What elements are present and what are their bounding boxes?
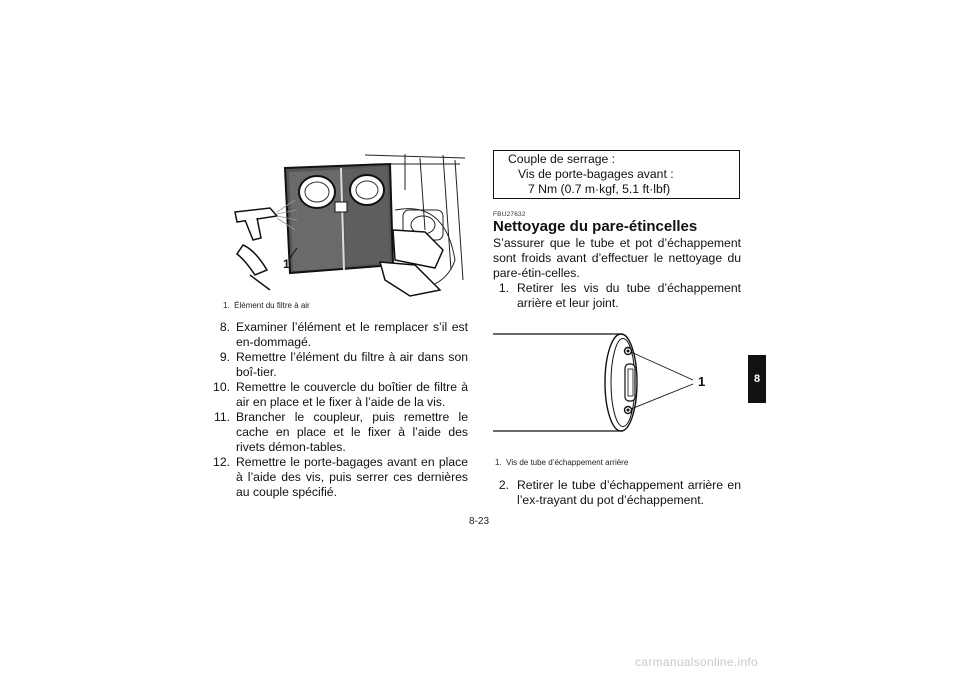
- step-number: 2.: [498, 478, 509, 492]
- figure2-callout: 1: [698, 374, 706, 389]
- torque-spec-box: [493, 150, 740, 199]
- figure1-caption: [223, 301, 310, 311]
- spark-step-2: [493, 478, 741, 508]
- step-text: Brancher le coupleur, puis remettre le cache en place et le fixer à l’aide des rivets démon-tables.: [236, 410, 468, 454]
- step-number: 11.: [213, 410, 230, 424]
- figure1-caption-num: 1.: [223, 301, 230, 310]
- figure1-caption-text: Élément du filtre à air: [234, 301, 310, 310]
- exhaust-tube-illustration: [493, 328, 743, 438]
- step-8: [206, 320, 468, 350]
- section-code: FBU27632: [493, 211, 526, 218]
- step-number: 9.: [219, 350, 230, 364]
- air-filter-illustration: [215, 150, 475, 300]
- step-number: 1.: [498, 281, 509, 295]
- step-text: Retirer les vis du tube d’échappement arrière et leur joint.: [517, 281, 741, 310]
- torque-item: Vis de porte-bagages avant :: [518, 167, 674, 181]
- chapter-tab: 8: [748, 355, 766, 403]
- figure1-callout: 1: [283, 257, 290, 271]
- step-9: [206, 350, 468, 380]
- step-text: Remettre le couvercle du boîtier de filtre à air en place et le fixer à l’aide de la vis.: [236, 380, 468, 409]
- footer-watermark[interactable]: carmanualsonline.info: [635, 655, 759, 669]
- page-number: 8-23: [469, 516, 490, 527]
- figure2-caption-num: 1.: [495, 458, 502, 467]
- figure2-caption-text: Vis de tube d’échappement arrière: [506, 458, 629, 467]
- step-number: 10.: [213, 380, 230, 394]
- section-intro: S’assurer que le tube et pot d’échappement sont froids avant d’effectuer le nettoyage du pare-étin-celles.: [493, 236, 741, 280]
- step-12: [206, 455, 468, 500]
- figure2-caption: [495, 458, 628, 468]
- step-text: Retirer le tube d’échappement arrière en l’ex-trayant du pot d’échappement.: [517, 478, 741, 507]
- torque-title: Couple de serrage :: [508, 152, 616, 166]
- step-text: Remettre le porte-bagages avant en place à l’aide des vis, puis serrer ces dernières au couple spécifié.: [236, 455, 468, 499]
- step-text: Examiner l’élément et le remplacer s’il est en-dommagé.: [236, 320, 468, 349]
- step-text: Remettre l’élément du filtre à air dans son boî-tier.: [236, 350, 468, 379]
- step-number: 12.: [213, 455, 230, 469]
- spark-step-1: [493, 281, 741, 311]
- step-number: 8.: [219, 320, 230, 334]
- step-10: [206, 380, 468, 410]
- torque-value: 7 Nm (0.7 m·kgf, 5.1 ft·lbf): [528, 182, 671, 196]
- step-11: [206, 410, 468, 455]
- section-heading: Nettoyage du pare-étincelles: [493, 218, 698, 235]
